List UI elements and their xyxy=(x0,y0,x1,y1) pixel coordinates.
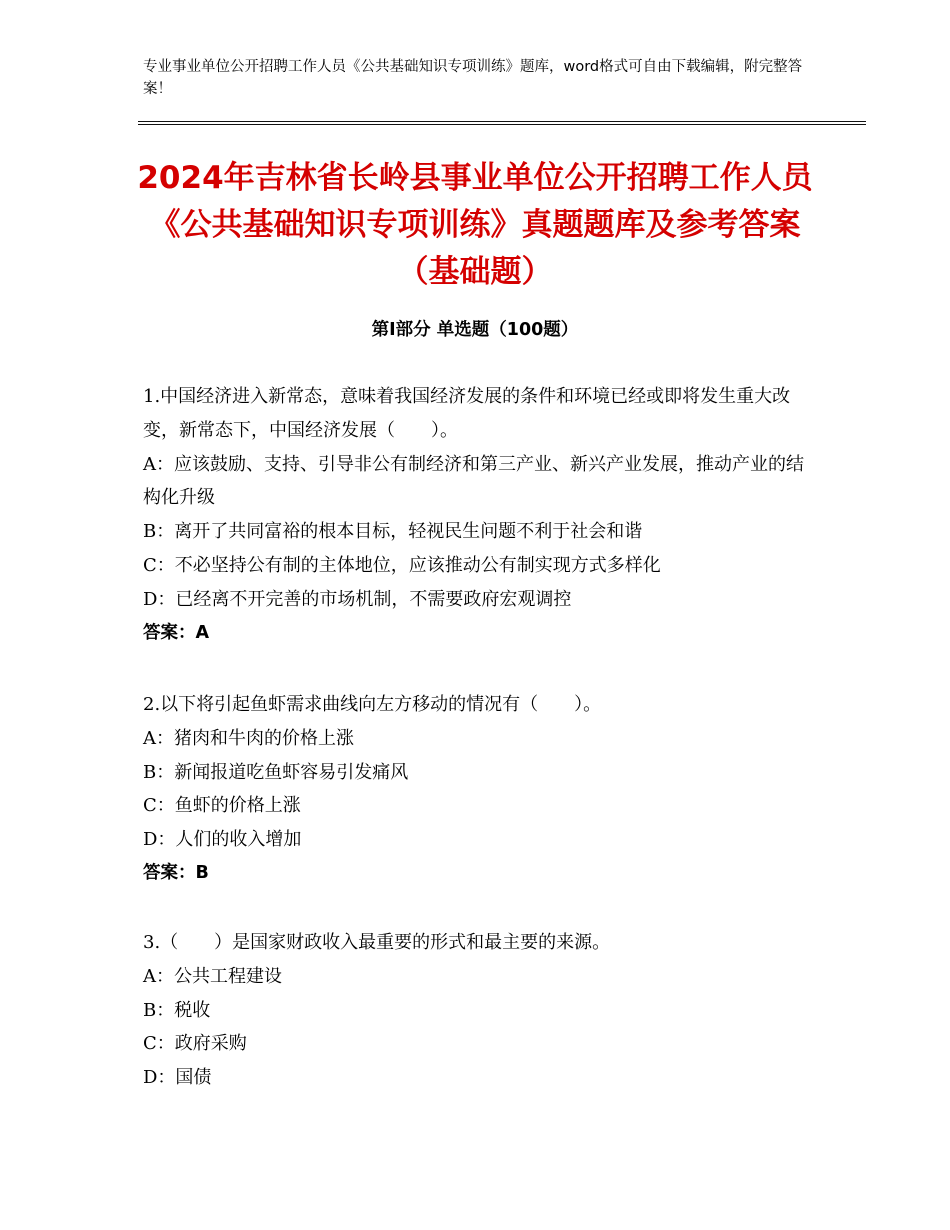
header-rule xyxy=(138,124,866,125)
option-d: D：国债 xyxy=(143,1067,212,1089)
question-2 xyxy=(143,688,808,891)
option-a: A：公共工程建设 xyxy=(143,965,282,987)
option-a: A：应该鼓励、支持、引导非公有制经济和第三产业、新兴产业发展，推动产业的结构化升级 xyxy=(143,453,804,509)
question-1 xyxy=(143,380,808,650)
header-rule xyxy=(138,121,866,122)
option-b: B：离开了共同富裕的根本目标，轻视民生问题不利于社会和谐 xyxy=(143,521,643,543)
option-c: C：政府采购 xyxy=(143,1033,247,1055)
question-3 xyxy=(143,926,808,1095)
option-c: C：鱼虾的价格上涨 xyxy=(143,795,301,817)
page-title: 2024年吉林省长岭县事业单位公开招聘工作人员《公共基础知识专项训练》真题题库及参考答案（基础题） xyxy=(137,160,813,290)
answer: 答案：A xyxy=(143,622,210,643)
option-c: C：不必坚持公有制的主体地位，应该推动公有制实现方式多样化 xyxy=(143,554,661,576)
option-a: A：猪肉和牛肉的价格上涨 xyxy=(143,727,354,749)
question-stem: 2.以下将引起鱼虾需求曲线向左方移动的情况有（ ）。 xyxy=(143,694,602,715)
question-stem: 1.中国经济进入新常态，意味着我国经济发展的条件和环境已经或即将发生重大改变，新常态下，中国经济发展（ ）。 xyxy=(143,386,791,441)
option-d: D：人们的收入增加 xyxy=(143,829,302,851)
header-note: 专业事业单位公开招聘工作人员《公共基础知识专项训练》题库，word格式可自由下载编辑，附完整答案！ xyxy=(143,59,803,97)
option-b: B：税收 xyxy=(143,999,211,1021)
option-b: B：新闻报道吃鱼虾容易引发痛风 xyxy=(143,761,409,783)
answer: 答案：B xyxy=(143,862,209,883)
question-stem: 3.（ ）是国家财政收入最重要的形式和最主要的来源。 xyxy=(143,932,611,953)
option-d: D：已经离不开完善的市场机制，不需要政府宏观调控 xyxy=(143,588,572,610)
section-heading: 第Ⅰ部分 单选题（100题） xyxy=(371,320,579,340)
